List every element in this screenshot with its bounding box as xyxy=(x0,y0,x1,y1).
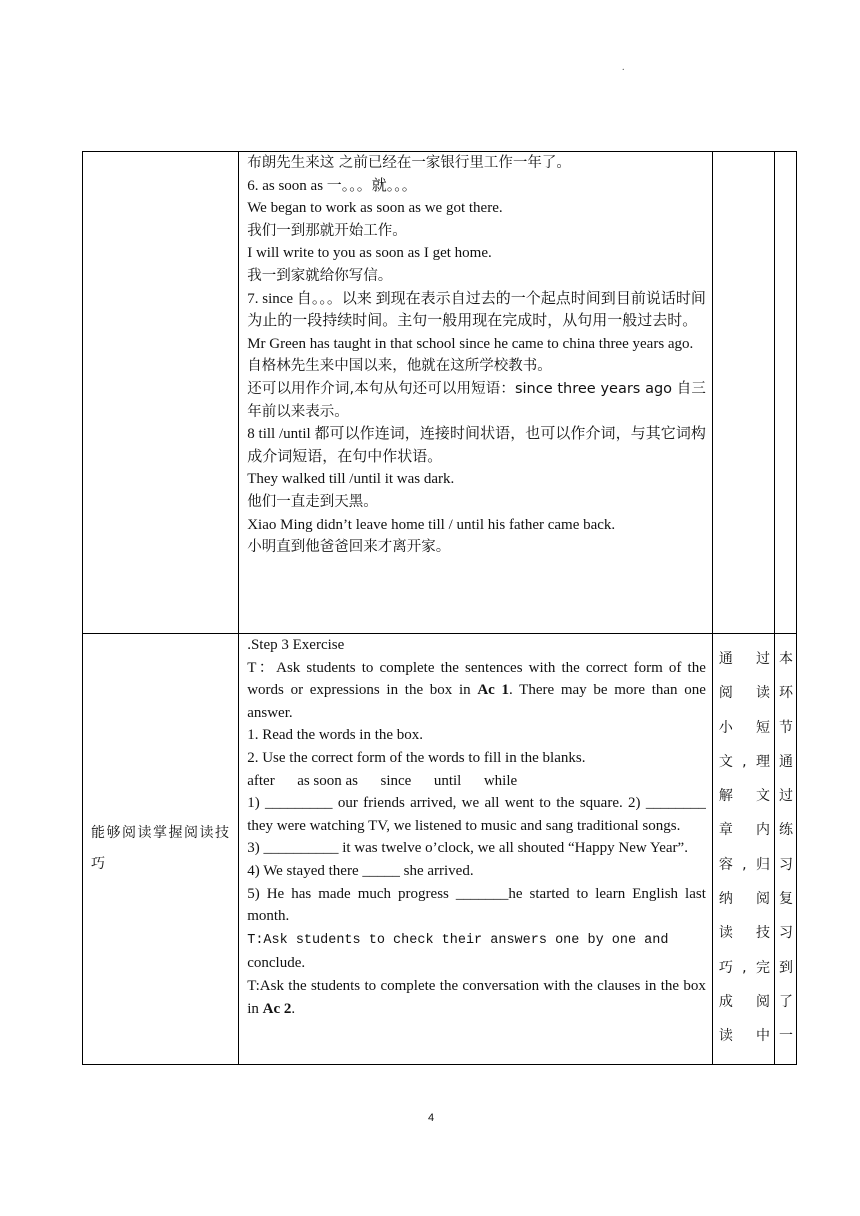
note-char: 节 xyxy=(778,719,793,736)
note-line: They walked till /until it was dark. xyxy=(247,471,455,488)
purpose-line: 小短 xyxy=(718,719,770,736)
note-line: Xiao Ming didn’t leave home till / until his father came back. xyxy=(247,516,616,533)
question-5: 5) He has made much progress _______he started to learn English last month. xyxy=(247,885,706,925)
note-line: 我一到家就给你写信。 xyxy=(247,267,393,284)
note-cell xyxy=(774,634,796,1065)
note-char: 通 xyxy=(778,753,793,770)
note-line: Mr Green has taught in that school since he came to china three years ago. xyxy=(247,335,694,352)
purpose-line: 容,归 xyxy=(718,856,770,873)
note-char: 习 xyxy=(778,925,793,942)
instruction-read: 1. Read the words in the box. xyxy=(247,727,424,744)
page-number: 4 xyxy=(428,1112,435,1124)
note-line: 还可以用作介词,本句从句还可以用短语：since three years ago 自三年前以来表示。 xyxy=(247,380,706,420)
note-cell-empty xyxy=(774,152,796,634)
content-cell xyxy=(239,152,713,634)
grammar-notes xyxy=(239,152,712,559)
note-line: 7. since 自。。。以来 到现在表示自过去的一个起点时间到目前说话时间 为止的一段持续时间。主句一般用现在完成时，从句用一般过去时。 xyxy=(247,290,706,330)
header-mark: . xyxy=(622,62,625,73)
teacher-instruction-3: T:Ask the students to complete the conversation with the clauses in the box in Ac 2. xyxy=(247,977,706,1017)
objective-text: 能够阅读掌握阅读技巧 xyxy=(91,825,231,872)
table-row xyxy=(83,634,797,1065)
purpose-text xyxy=(713,634,774,1054)
note-line: 自格林先生来中国以来，他就在这所学校教书。 xyxy=(247,358,552,375)
note-char: 一 xyxy=(778,1028,793,1045)
note-line: 布朗先生来这 之前已经在一家银行里工作一年了。 xyxy=(247,155,571,171)
note-line: 我们一到那就开始工作。 xyxy=(247,222,407,239)
objective-cell xyxy=(83,634,239,1065)
note-char: 本 xyxy=(778,651,793,667)
purpose-cell-empty xyxy=(712,152,774,634)
note-char: 练 xyxy=(778,822,793,839)
purpose-line: 解文 xyxy=(718,788,770,805)
note-char: 环 xyxy=(778,685,793,702)
purpose-line: 通过 xyxy=(718,651,770,667)
question-1-2: 1) _________ our friends arrived, we all went to the square. 2) ________ they were watching TV, we listened to music and sang traditional songs. xyxy=(247,795,706,834)
note-line: I will write to you as soon as I get home. xyxy=(247,245,492,262)
note-text xyxy=(775,634,797,1054)
note-line: We began to work as soon as we got there. xyxy=(247,200,503,217)
question-4: 4) We stayed there _____ she arrived. xyxy=(247,862,474,879)
note-char: 复 xyxy=(778,891,793,908)
purpose-line: 阅读 xyxy=(718,685,770,702)
table-row xyxy=(83,152,797,634)
note-line: 8 till /until 都可以作连词，连接时间状语，也可以作介词，与其它词构成介词短语，在句中作状语。 xyxy=(247,426,706,465)
teacher-instruction-1: T：Ask students to complete the sentences with the correct form of the words or expressions in the box in Ac 1. There may be more than one answer. xyxy=(247,659,706,721)
word-box: after as soon as since until while xyxy=(247,772,518,789)
purpose-line: 读技 xyxy=(718,925,770,942)
note-char: 过 xyxy=(778,788,793,805)
purpose-line: 纳阅 xyxy=(718,891,770,908)
purpose-line: 成阅 xyxy=(718,993,770,1010)
purpose-line: 巧,完 xyxy=(718,959,770,976)
question-3: 3) __________ it was twelve o’clock, we all shouted “Happy New Year”. xyxy=(247,840,688,857)
content-cell xyxy=(239,634,713,1065)
purpose-line: 读中 xyxy=(718,1028,770,1045)
exercise-notes xyxy=(239,634,712,1020)
lesson-plan-table xyxy=(82,151,797,1065)
teacher-instruction-2: T:Ask students to check their answers one by one and conclude. xyxy=(247,932,669,972)
note-char: 到 xyxy=(778,959,793,976)
purpose-line: 文,理 xyxy=(718,753,770,770)
note-line: 6. as soon as 一。。。就。。。 xyxy=(247,177,417,194)
note-char: 习 xyxy=(778,856,793,873)
step-heading: .Step 3 Exercise xyxy=(247,637,345,653)
instruction-fill: 2. Use the correct form of the words to fill in the blanks. xyxy=(247,749,586,766)
objective-cell-empty xyxy=(83,152,239,634)
purpose-cell xyxy=(712,634,774,1065)
note-char: 了 xyxy=(778,993,793,1010)
note-line: 小明直到他爸爸回来才离开家。 xyxy=(247,539,451,556)
note-line: 他们一直走到天黑。 xyxy=(247,493,378,510)
purpose-line: 章内 xyxy=(718,822,770,839)
